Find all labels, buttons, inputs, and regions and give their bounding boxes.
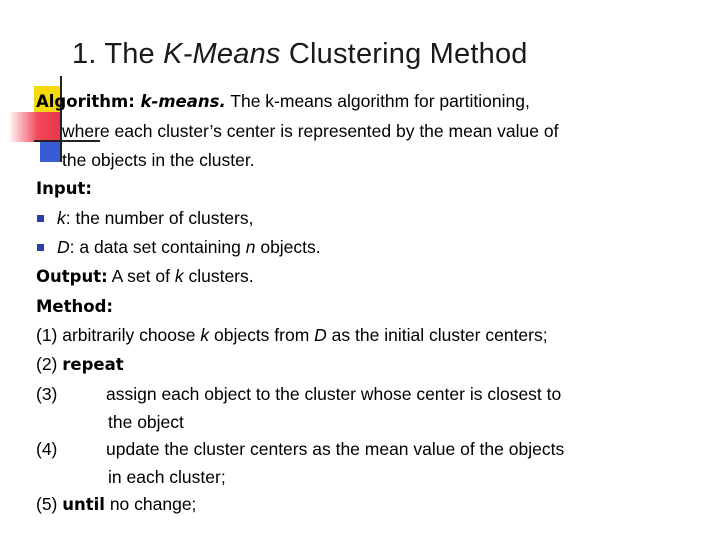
output-text-b: clusters. bbox=[183, 265, 254, 286]
step-4-number: (4) bbox=[36, 438, 58, 459]
step-1-text-a: arbitrarily choose bbox=[62, 325, 201, 346]
algorithm-line bbox=[36, 87, 706, 117]
title-suffix: Clustering Method bbox=[280, 38, 528, 70]
method-step-3-cont bbox=[36, 409, 706, 435]
bullet-icon bbox=[37, 215, 44, 222]
input-text-k: : the number of clusters, bbox=[65, 208, 254, 229]
input-item-d bbox=[36, 233, 706, 262]
input-text-d-a: : a data set containing bbox=[69, 236, 246, 257]
title-italic: K-Means bbox=[163, 38, 281, 70]
bullet-icon bbox=[37, 244, 44, 251]
step-3-text-1: assign each object to the cluster whose center is closest to bbox=[106, 383, 562, 404]
input-heading bbox=[36, 174, 706, 204]
algorithm-desc-2: where each cluster’s center is represented by the mean value of bbox=[62, 120, 559, 141]
step-4-text-2: in each cluster; bbox=[108, 466, 226, 487]
input-text-d-b: objects. bbox=[255, 236, 321, 257]
input-var-d: D bbox=[57, 236, 70, 257]
step-5-text: no change; bbox=[104, 493, 197, 514]
step-1-text-b: objects from bbox=[209, 325, 315, 346]
algorithm-desc-line-3 bbox=[36, 146, 706, 175]
step-1-number: (1) bbox=[36, 325, 63, 346]
method-heading bbox=[36, 292, 706, 322]
method-step-2 bbox=[36, 350, 706, 380]
step-1-text-c: as the initial cluster centers; bbox=[326, 325, 548, 346]
input-label: Input: bbox=[36, 179, 92, 199]
method-step-3 bbox=[36, 380, 706, 409]
output-var-k: k bbox=[174, 265, 184, 286]
input-var-k: k bbox=[57, 208, 66, 229]
step-1-var-d: D bbox=[314, 325, 327, 346]
algorithm-label: Algorithm: bbox=[36, 92, 141, 111]
algorithm-desc-1: The k-means algorithm for partitioning, bbox=[225, 91, 530, 111]
slide-title bbox=[72, 38, 528, 71]
step-5-keyword: until bbox=[62, 494, 105, 514]
input-item-k bbox=[36, 204, 706, 233]
method-step-1 bbox=[36, 321, 706, 350]
step-1-var-k: k bbox=[200, 325, 210, 346]
algorithm-desc-3: the objects in the cluster. bbox=[62, 149, 255, 170]
output-line bbox=[36, 262, 706, 292]
step-5-number: (5) bbox=[36, 493, 63, 514]
step-3-number: (3) bbox=[36, 383, 58, 404]
method-step-5 bbox=[36, 490, 706, 520]
step-2-number: (2) bbox=[36, 354, 63, 375]
method-step-4-cont bbox=[36, 464, 706, 490]
algorithm-desc-line-2 bbox=[36, 117, 706, 146]
step-3-text-2: the object bbox=[108, 411, 184, 432]
slide-body bbox=[36, 87, 706, 519]
title-prefix: 1. The bbox=[72, 38, 164, 70]
input-var-n: n bbox=[245, 236, 256, 257]
algorithm-name: k-means. bbox=[140, 92, 226, 111]
method-step-4 bbox=[36, 435, 706, 464]
method-label: Method: bbox=[36, 296, 113, 316]
output-text-a: A set of bbox=[107, 265, 175, 286]
step-2-keyword: repeat bbox=[62, 355, 124, 375]
output-label: Output: bbox=[36, 266, 108, 286]
step-4-text-1: update the cluster centers as the mean value of the objects bbox=[106, 438, 565, 459]
